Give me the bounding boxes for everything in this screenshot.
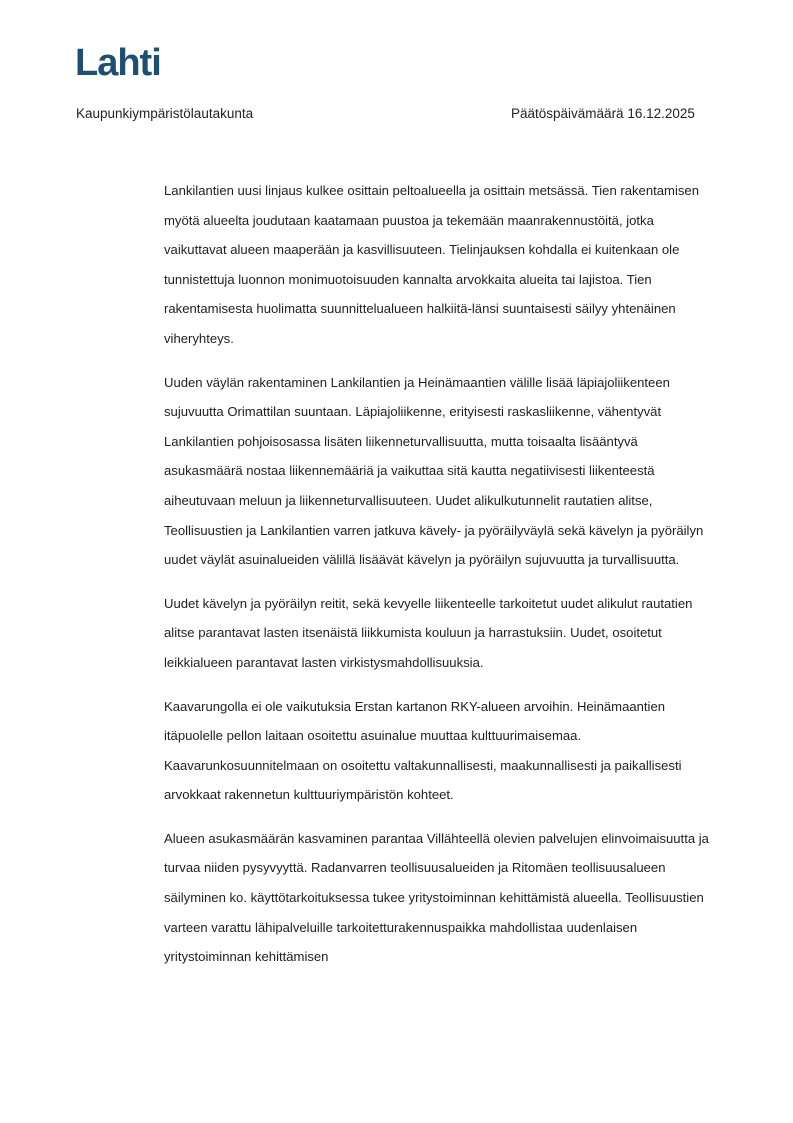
paragraph: Uudet kävelyn ja pyöräilyn reitit, sekä kevyelle liikenteelle tarkoitetut uudet alikulut rautatien alitse parantavat lasten itsenäistä liikkumista kouluun ja harrastuksiin. Uudet, osoitetut leikkialueen parantavat lasten virkistysmahdollisuuksia.	[164, 595, 693, 670]
lahti-logo: Lahti	[75, 42, 161, 84]
paragraph: Kaavarungolla ei ole vaikutuksia Erstan kartanon RKY-alueen arvoihin. Heinämaantien itäpuolelle pellon laitaan osoitettu asuinalue muuttaa kulttuurimaisemaa. Kaavarunkosuunnitelmaan on osoitettu valtakunnallisesti, maakunnallisesti ja paikallisesti arvokkaat rakennetun kulttuuriympäristön kohteet.	[164, 698, 682, 803]
paragraph: Lankilantien uusi linjaus kulkee osittain peltoalueella ja osittain metsässä. Tien rakentamisen myötä alueelta joudutaan kaatamaan puustoa ja tekemään maanrakennustöitä, jotka vaikuttavat alueen maaperään ja kasvillisuuteen. Tielinjauksen kohdalla ei kuitenkaan ole tunnistettuja luonnon monimuotoisuuden kannalta arvokkaita alueita tai lajistoa. Tien rakentamisesta huolimatta suunnittelualueen halkiitä-länsi suuntaisesti säilyy yhtenäinen viheryhteys.	[164, 183, 699, 346]
organization-name: Kaupunkiympäristölautakunta	[76, 106, 254, 121]
paragraph: Alueen asukasmäärän kasvaminen parantaa Villähteellä olevien palvelujen elinvoimaisuutta ja turvaa niiden pysyvyyttä. Radanvarren teollisuusalueiden ja Ritomäen teollisuusalueen säilyminen ko. käyttötarkoituksessa tukee yritystoiminnan kehittämistä alueella. Teollisuustien varteen varattu lähipalveluille tarkoitetturakennuspaikka mahdollistaa uudenlaisen yritystoiminnan kehittämisen	[164, 830, 709, 965]
document-body	[164, 176, 720, 986]
paragraph: Uuden väylän rakentaminen Lankilantien ja Heinämaantien välille lisää läpiajoliikenteen sujuvuutta Orimattilan suuntaan. Läpiajoliikenne, erityisesti raskasliikenne, vähentyvät Lankilantien pohjoisosassa lisäten liikenneturvallisuutta, mutta toisaalta lisääntyvä asukasmäärä nostaa liikennemääriä ja vaikuttaa sitä kautta negatiivisesti liikenteestä aiheutuvaan meluun ja liikenneturvallisuuteen. Uudet alikulkutunnelit rautatien alitse, Teollisuustien ja Lankilantien varren jatkuva kävely- ja pyöräilyväylä sekä kävelyn ja pyöräilyn uudet väylät asuinalueiden välillä lisäävät kävelyn ja pyöräilyn sujuvuutta ja turvallisuutta.	[164, 374, 704, 568]
decision-date: Päätöspäivämäärä 16.12.2025	[511, 106, 695, 121]
